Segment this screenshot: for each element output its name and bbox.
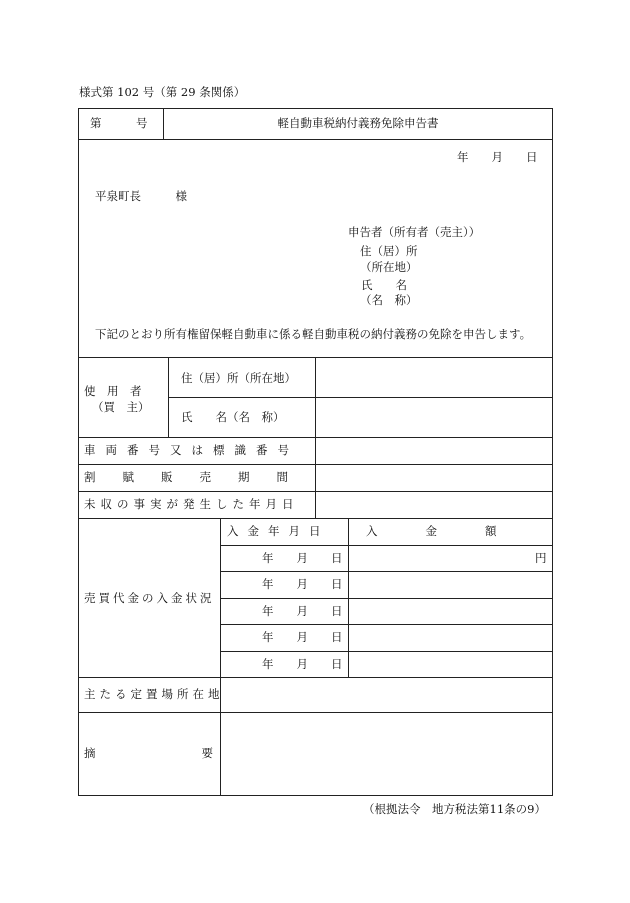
statement-text: 下記のとおり所有権留保軽自動車に係る軽自動車税の納付義務の免除を申告します。 (95, 327, 532, 341)
installment-period-label: 割賦販売期間 (84, 470, 315, 484)
remarks-label: 摘要 (84, 746, 319, 760)
date-line: 年 月 日 (457, 150, 538, 164)
payment-row-2-date: 年 月 日 (262, 577, 343, 591)
declarant-name: 氏 名 (361, 278, 407, 292)
rule-location (78, 712, 553, 713)
rule-unpaid (78, 518, 553, 519)
payment-row-4-date: 年 月 日 (262, 630, 343, 644)
form-number: 様式第 102 号（第 29 条関係） (79, 85, 246, 99)
location-label: 主たる定置場所在地 (84, 687, 224, 701)
user-label: 使 用 者 (84, 384, 142, 398)
rule-user-mid (168, 397, 553, 398)
declarant-name-sub: （名 称） (360, 293, 418, 307)
payment-date-header: 入金年月日 (227, 524, 330, 538)
payment-row-5-date: 年 月 日 (262, 657, 343, 671)
rule-value-divider (315, 357, 316, 518)
payment-row-1-date: 年 月 日 (262, 551, 343, 565)
legal-basis: （根拠法令 地方税法第11条の9） (363, 802, 546, 816)
rule-pay-4 (220, 624, 553, 625)
number-label: 第 号 (90, 116, 148, 130)
vehicle-number-label: 車両番号又は標識番号 (84, 443, 299, 457)
addressee: 平泉町長 様 (95, 189, 187, 203)
payment-row-3-date: 年 月 日 (262, 604, 343, 618)
user-address-label: 住（居）所（所在地） (181, 371, 296, 385)
declarant-address: 住（居）所 (360, 244, 418, 258)
form-title: 軽自動車税納付義務免除申告書 (277, 116, 439, 130)
payment-row-1-yen: 円 (535, 551, 547, 565)
rule-amount-divider (348, 518, 349, 677)
unpaid-date-label: 未収の事実が発生した年月日 (84, 497, 299, 511)
rule-payment-bottom (78, 677, 553, 678)
user-name-label: 氏 名（名 称） (181, 410, 285, 424)
rule-pay-5 (220, 651, 553, 652)
payment-label: 売買代金の入金状況 (84, 591, 215, 605)
rule-pay-3 (220, 598, 553, 599)
rule-pay-2 (220, 571, 553, 572)
rule-pay-1 (220, 545, 553, 546)
rule-user-divider (168, 357, 169, 437)
declarant-address-sub: （所在地） (360, 260, 418, 274)
rule-header (78, 139, 553, 140)
user-label-sub: （買 主） (92, 400, 150, 414)
payment-amount-header: 入金額 (366, 524, 545, 538)
declarant-heading: 申告者（所有者（売主）） (348, 225, 481, 239)
